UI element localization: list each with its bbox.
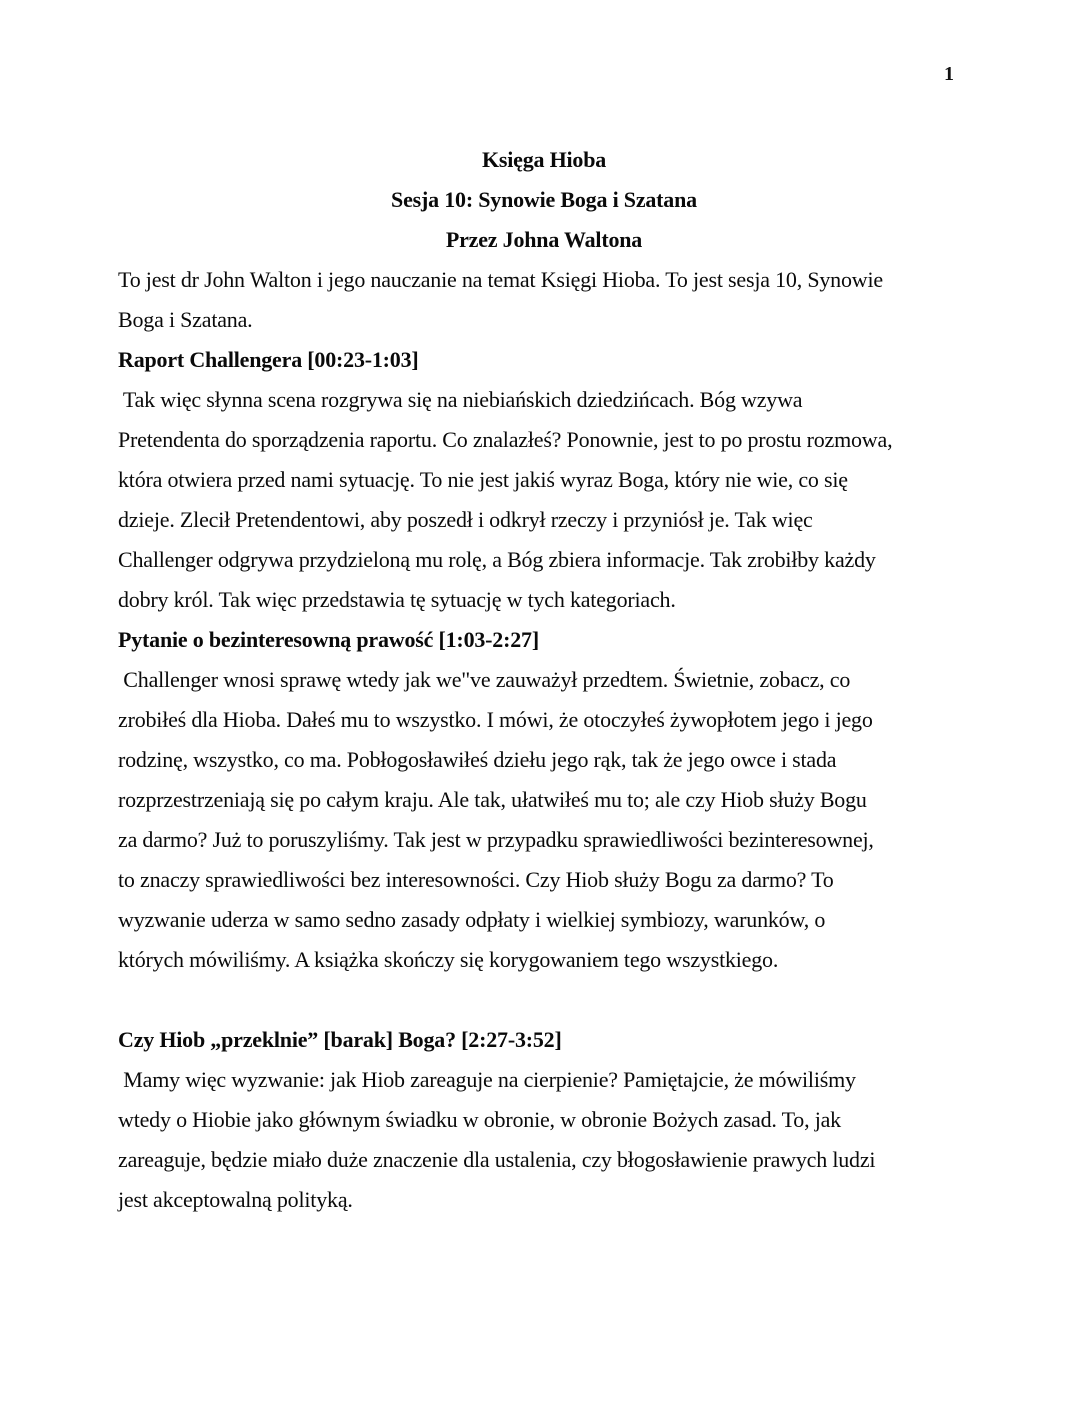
body-line: za darmo? Już to poruszyliśmy. Tak jest w przypadku sprawiedliwości bezinteresownej,	[118, 827, 874, 852]
body-line: wtedy o Hiobie jako głównym świadku w obronie, w obronie Bożych zasad. To, jak	[118, 1107, 841, 1132]
doc-title: Księga Hioba	[481, 147, 607, 172]
body-line: dobry król. Tak więc przedstawia tę sytuację w tych kategoriach.	[118, 587, 676, 612]
body-line: rodzinę, wszystko, co ma. Pobłogosławiłeś dziełu jego rąk, tak że jego owce i stada	[118, 747, 837, 772]
section-heading-will-job-curse: Czy Hiob „przeklnie” [barak] Boga? [2:27-3:52]	[118, 1027, 562, 1052]
section-heading-disinterested-righteousness: Pytanie o bezinteresowną prawość [1:03-2:27]	[118, 627, 539, 652]
section-heading-challenger-report: Raport Challengera [00:23-1:03]	[118, 347, 419, 372]
body-line: dzieje. Zlecił Pretendentowi, aby poszedł i odkrył rzeczy i przyniósł je. Tak więc	[118, 507, 813, 532]
body-line: jest akceptowalną polityką.	[118, 1187, 353, 1212]
doc-byline: Przez Johna Waltona	[445, 227, 643, 252]
body-line: Mamy więc wyzwanie: jak Hiob zareaguje na cierpienie? Pamiętajcie, że mówiliśmy	[118, 1067, 856, 1092]
blank-line	[118, 980, 970, 1020]
body-line: To jest dr John Walton i jego nauczanie na temat Księgi Hioba. To jest sesja 10, Synowie	[118, 267, 883, 292]
body-line: Challenger wnosi sprawę wtedy jak we"ve zauważył przedtem. Świetnie, zobacz, co	[118, 667, 851, 692]
body-line: Boga i Szatana.	[118, 307, 253, 332]
body-line: Tak więc słynna scena rozgrywa się na niebiańskich dziedzińcach. Bóg wzywa	[118, 387, 803, 412]
doc-subtitle: Sesja 10: Synowie Boga i Szatana	[391, 187, 697, 212]
document-content	[118, 140, 970, 1220]
body-line: rozprzestrzeniają się po całym kraju. Ale tak, ułatwiłeś mu to; ale czy Hiob służy Bogu	[118, 787, 867, 812]
body-line: zareaguje, będzie miało duże znaczenie dla ustalenia, czy błogosławienie prawych ludzi	[118, 1147, 876, 1172]
body-line: Challenger odgrywa przydzieloną mu rolę, a Bóg zbiera informacje. Tak zrobiłby każdy	[118, 547, 876, 572]
body-line: która otwiera przed nami sytuację. To nie jest jakiś wyraz Boga, który nie wie, co się	[118, 467, 848, 492]
body-line: których mówiliśmy. A książka skończy się korygowaniem tego wszystkiego.	[118, 947, 779, 972]
body-line: to znaczy sprawiedliwości bez interesowności. Czy Hiob służy Bogu za darmo? To	[118, 867, 834, 892]
body-line: zrobiłeś dla Hioba. Dałeś mu to wszystko. I mówi, że otoczyłeś żywopłotem jego i jego	[118, 707, 873, 732]
body-line: wyzwanie uderza w samo sedno zasady odpłaty i wielkiej symbiozy, warunków, o	[118, 907, 826, 932]
body-line: Pretendenta do sporządzenia raportu. Co znalazłeś? Ponownie, jest to po prostu rozmowa,	[118, 427, 893, 452]
page-number: 1	[944, 63, 954, 85]
